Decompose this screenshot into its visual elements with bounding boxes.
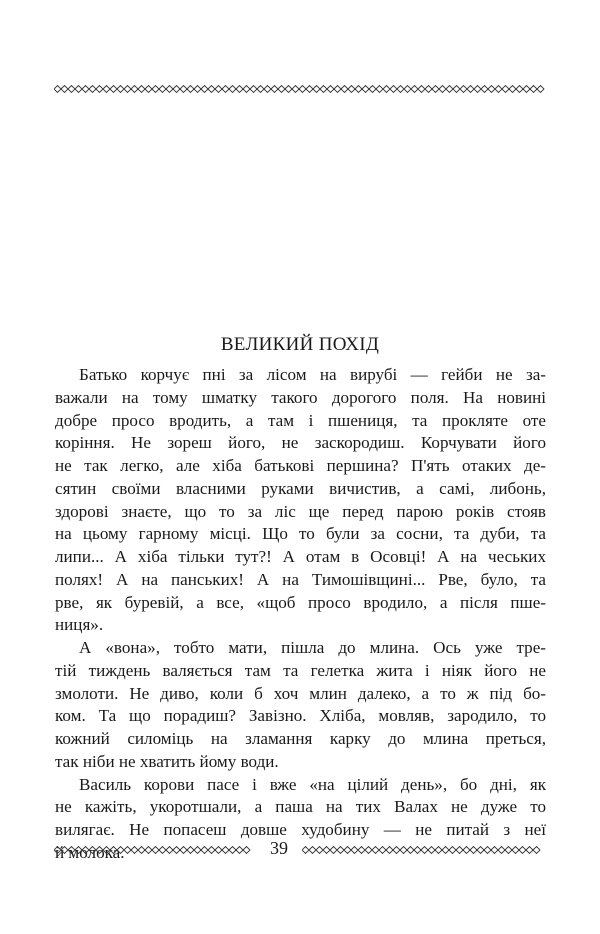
text-line: липи... А хіба тільки тут?! А отам в Осовці! А на чеських: [55, 547, 546, 566]
text-line: полях! А на панських! А на Тимошівщині... Рве, було, та: [55, 569, 546, 589]
bottom-left-ornament-border: [54, 845, 256, 855]
page-number: 39: [270, 838, 288, 858]
text-line: сятин своїми власними руками вичистив, а самі, либонь,: [55, 478, 546, 498]
text-line: здорові знаєте, що то за ліс ще перед парою років стояв: [55, 501, 546, 521]
text-line: так ніби не хватить йому води.: [55, 751, 279, 771]
chapter-title: ВЕЛИКИЙ ПОХІД: [220, 334, 380, 355]
text-line: Василь корови пасе і вже «на цілий день», бо дні, як: [79, 774, 546, 794]
text-line: й молока.: [55, 842, 125, 862]
text-line: рве, як буревій, а все, «щоб просо вродило, а після пше-: [55, 592, 546, 612]
text-line: А «вона», тобто мати, пішла до млина. Ось уже тре-: [79, 638, 546, 657]
text-line: Батько корчує пні за лісом на вирубі — гейби не за-: [79, 365, 546, 384]
body-text: [55, 364, 546, 865]
text-line: коріння. Не зореш його, не заскородиш. Корчувати його: [55, 433, 546, 453]
text-line: не так легко, але хіба батькові першина? П'ять отаких де-: [55, 456, 546, 475]
bottom-right-ornament-border: [302, 845, 546, 855]
text-line: ниця».: [55, 615, 104, 635]
text-line: ком. Та що порадиш? Завізно. Хліба, мовляв, зародило, то: [55, 706, 546, 726]
text-line: важали на тому шматку такого дорогого поля. На новині: [55, 387, 546, 407]
text-line: змолоти. Не диво, коли б хоч млин далеко, а то ж під бо-: [55, 683, 546, 703]
text-line: кожний силоміць на зламання карку до млина преться,: [55, 729, 546, 748]
text-line: добре просо вродить, а там і пшениця, та прокляте оте: [55, 410, 546, 430]
text-line: вилягає. Не попасеш довше худобину — не питай з неї: [55, 820, 546, 839]
text-line: не кажіть, укоротшали, а паша на тих Валах не дуже то: [55, 797, 546, 817]
text-line: тій тиждень валяється там та гелетка жита і ніяк його не: [55, 660, 546, 680]
top-ornament-border: [54, 84, 546, 94]
text-line: на цьому гарному місці. Що то були за сосни, та дуби, та: [55, 524, 546, 544]
